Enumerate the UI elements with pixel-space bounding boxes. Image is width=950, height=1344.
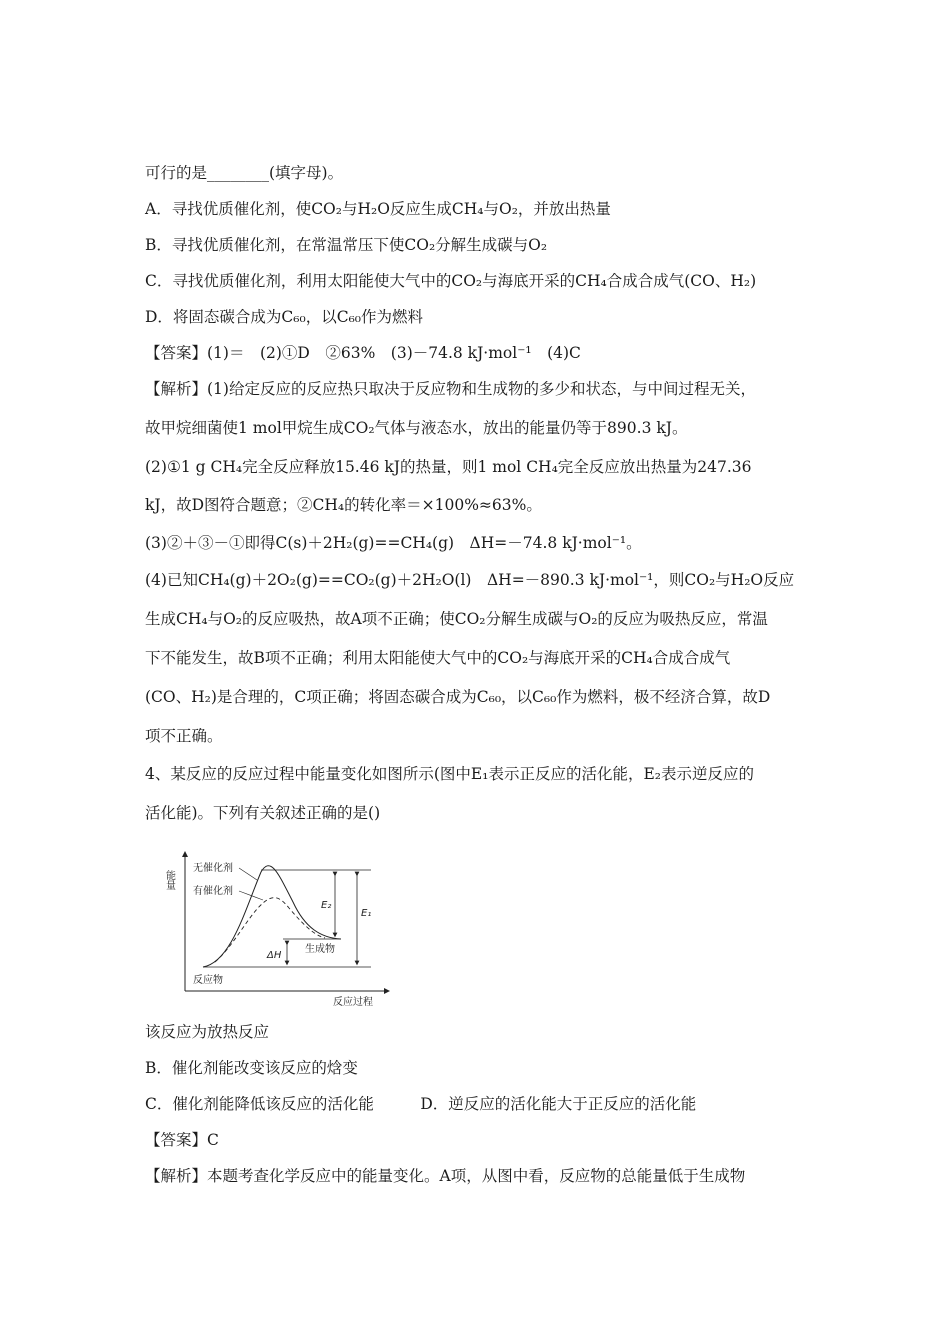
analysis-line: 项不正确。 bbox=[145, 727, 223, 745]
option-a: A．寻找优质催化剂，使CO₂与H₂O反应生成CH₄与O₂，并放出热量 bbox=[145, 200, 611, 218]
option-d: D．将固态碳合成为C₆₀，以C₆₀作为燃料 bbox=[145, 308, 424, 326]
analysis-line: kJ，故D图符合题意；②CH₄的转化率＝×100%≈63%。 bbox=[145, 496, 542, 514]
question-4: 活化能)。下列有关叙述正确的是() bbox=[145, 804, 381, 822]
answer-line: 【答案】C bbox=[145, 1131, 219, 1149]
no-catalyst-label: 无催化剂 bbox=[193, 863, 233, 874]
option-b: B．寻找优质催化剂，在常温常压下使CO₂分解生成碳与O₂ bbox=[145, 236, 548, 254]
option-cd-line: C．催化剂能降低该反应的活化能 D．逆反应的活化能大于正反应的活化能 bbox=[145, 1095, 697, 1113]
analysis-line: (CO、H₂)是合理的，C项正确；将固态碳合成为C₆₀，以C₆₀作为燃料，极不经济合算，故D bbox=[145, 688, 771, 706]
analysis-line: 【解析】本题考查化学反应中的能量变化。A项，从图中看，反应物的总能量低于生成物 bbox=[145, 1167, 746, 1185]
analysis-line: 下不能发生，故B项不正确；利用太阳能使大气中的CO₂与海底开采的CH₄合成合成气 bbox=[145, 649, 731, 667]
text-line: 可行的是________(填字母)。 bbox=[145, 164, 344, 182]
reactant-label: 反应物 bbox=[193, 975, 223, 986]
option-a-line: 该反应为放热反应 bbox=[145, 1023, 270, 1041]
analysis-line: (3)②＋③－①即得C(s)＋2H₂(g)==CH₄(g) ΔH=－74.8 kJ·mol⁻¹。 bbox=[145, 534, 642, 552]
x-axis-label: 反应过程 bbox=[333, 997, 373, 1008]
with-catalyst-label: 有催化剂 bbox=[193, 886, 233, 897]
answer-line: 【答案】(1)＝ (2)①D ②63% (3)－74.8 kJ·mol⁻¹ (4)C bbox=[145, 344, 581, 362]
analysis-line: 【解析】(1)给定反应的反应热只取决于反应物和生成物的多少和状态，与中间过程无关， bbox=[145, 380, 756, 398]
e1-label: E₁ bbox=[361, 908, 372, 919]
energy-diagram bbox=[163, 850, 393, 1008]
dh-label: ΔH bbox=[267, 950, 282, 961]
e2-label: E₂ bbox=[321, 900, 332, 911]
analysis-line: 生成CH₄与O₂的反应吸热，故A项不正确；使CO₂分解生成碳与O₂的反应为吸热反应，常温 bbox=[145, 610, 768, 628]
y-axis-label: 能量 bbox=[163, 870, 175, 890]
option-b-line: B．催化剂能改变该反应的焓变 bbox=[145, 1059, 358, 1077]
analysis-line: (4)已知CH₄(g)＋2O₂(g)==CO₂(g)＋2H₂O(l) ΔH=－890.3 kJ·mol⁻¹，则CO₂与H₂O反应 bbox=[145, 571, 795, 589]
product-label: 生成物 bbox=[305, 944, 335, 955]
analysis-line: 故甲烷细菌使1 mol甲烷生成CO₂气体与液态水，放出的能量仍等于890.3 kJ。 bbox=[145, 419, 688, 437]
option-c: C．寻找优质催化剂，利用太阳能使大气中的CO₂与海底开采的CH₄合成合成气(CO、H₂) bbox=[145, 272, 757, 290]
question-4: 4、某反应的反应过程中能量变化如图所示(图中E₁表示正反应的活化能，E₂表示逆反应的 bbox=[145, 765, 754, 783]
analysis-line: (2)①1 g CH₄完全反应释放15.46 kJ的热量，则1 mol CH₄完全反应放出热量为247.36 bbox=[145, 458, 752, 476]
